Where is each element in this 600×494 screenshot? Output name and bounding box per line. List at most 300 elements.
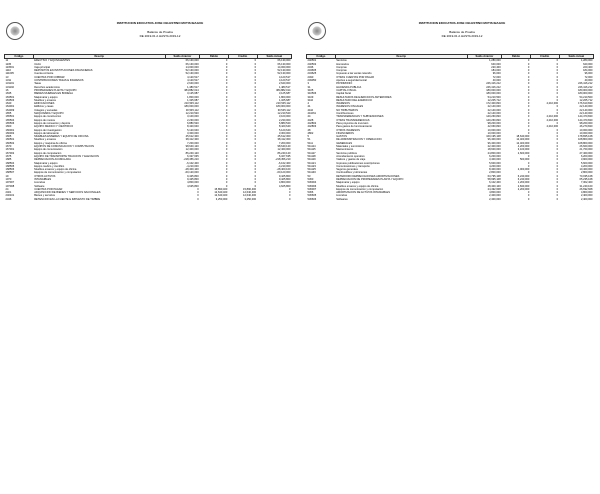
cell-description: NO TRIBUTARIOS — [336, 108, 358, 112]
cell-credit: 0 — [556, 75, 559, 79]
cell-code: 111005 — [5, 72, 14, 76]
cell-debit: 0 — [225, 105, 228, 109]
cell-prev-balance: 0 — [197, 197, 199, 201]
cell-prev-balance: 66,130,000 — [185, 59, 199, 63]
cell-debit: 0 — [527, 65, 530, 69]
cell-credit: 0 — [556, 121, 559, 125]
cell-prev-balance: -60,120,000 — [184, 171, 199, 175]
cell-credit: 0 — [254, 118, 257, 122]
cell-prev-balance: 54,210,500 — [487, 95, 501, 99]
cell-debit: 0 — [527, 171, 530, 175]
cell-credit: 0 — [556, 65, 559, 69]
cell-current-balance: 180,000,000 — [276, 105, 291, 109]
cell-description: DEPRECIACION DE PROPIEDADES PLANTA Y EQUIPO — [336, 177, 404, 181]
cell-description: OTROS INGRESOS — [336, 128, 360, 132]
cell-current-balance: 12,400,000 — [277, 148, 291, 152]
cell-prev-balance: 4,120,517 — [187, 75, 199, 79]
cell-description: Mantenimiento — [336, 148, 354, 152]
cell-code: 1311 — [5, 79, 12, 83]
report-period: DE 2019-01 A HASTA 2019-12 — [441, 34, 483, 38]
cell-current-balance: 86,240,120 — [277, 151, 291, 155]
cell-prev-balance: 0 — [197, 187, 199, 191]
cell-current-balance: 4,800,000 — [580, 191, 593, 195]
balance-table-right — [306, 54, 594, 201]
cell-description: Equipo de recreacion y deporte — [34, 121, 71, 125]
cell-code: 163501 — [5, 95, 15, 99]
cell-current-balance: 640,000 — [583, 62, 593, 66]
cell-description: Caja principal — [34, 65, 50, 69]
cell-description: Maquinaria y equipo — [34, 161, 58, 165]
cell-current-balance: 144,470,820 — [578, 118, 593, 122]
cell-credit: 0 — [556, 194, 559, 198]
cell-credit: 0 — [556, 171, 559, 175]
cell-prev-balance: 210,545,112 — [184, 102, 199, 106]
cell-prev-balance: 184,000 — [491, 69, 501, 73]
cell-description: Muebles enseres y equipo de oficina — [34, 168, 77, 172]
cell-prev-balance: 42,060,820 — [487, 125, 501, 129]
cell-current-balance: -6,102,400 — [278, 161, 291, 165]
cell-debit: 15,890,400 — [214, 187, 228, 191]
cell-description: Softwares — [336, 197, 348, 201]
cell-prev-balance: 2,400,000 — [489, 197, 501, 201]
cell-debit: 0 — [527, 102, 530, 106]
cell-credit: 0 — [254, 145, 257, 149]
cell-credit: 4,210,000 — [546, 115, 559, 119]
cell-debit: 0 — [225, 75, 228, 79]
cell-code: 164009 — [5, 108, 15, 112]
cell-description: Equipo de musica — [34, 118, 55, 122]
cell-code: 511121 — [307, 161, 316, 165]
cell-credit: 0 — [556, 141, 559, 145]
cell-description: Para proyectos de inversion — [336, 121, 369, 125]
cell-description: Tasas — [34, 82, 41, 86]
cell-description: TRANSFERENCIAS Y SUBVENCIONES — [336, 115, 384, 119]
cell-current-balance: 2,800,000 — [580, 171, 593, 175]
cell-code: 411061 — [307, 112, 316, 116]
cell-prev-balance: 22,400,000 — [487, 145, 501, 149]
cell-code: 168506 — [5, 168, 15, 172]
cell-current-balance: 210,545,112 — [276, 102, 291, 106]
cell-description: Compras — [336, 65, 347, 69]
cell-current-balance: 246,416,212 — [578, 85, 593, 89]
cell-credit: 0 — [254, 59, 257, 63]
cell-code: 1970 — [5, 177, 12, 181]
cell-description: Capital fiscal — [336, 92, 351, 96]
cell-debit: 0 — [225, 121, 228, 125]
cell-debit: 0 — [225, 72, 228, 76]
cell-code: 1655 — [5, 112, 12, 116]
cell-credit: 0 — [556, 85, 559, 89]
cell-prev-balance: 72,000 — [492, 75, 501, 79]
cell-prev-balance: 640,000 — [491, 62, 501, 66]
cell-description: Equipo de investigacion — [34, 128, 62, 132]
cell-prev-balance: 40,000 — [492, 79, 501, 83]
cell-code: 44 — [307, 115, 311, 119]
cell-code: 2401 — [5, 191, 12, 195]
cell-current-balance: 3,125,687 — [278, 92, 291, 96]
cell-current-balance: 2,400,000 — [580, 197, 593, 201]
cell-debit: 4,200,000 — [517, 145, 530, 149]
cell-description: Servicios — [336, 59, 347, 63]
cell-current-balance: 0 — [289, 191, 291, 195]
cell-description: ADQUISICION DE BIENES Y SERVICIOS NACIONALES — [34, 191, 101, 195]
cell-code: 511125 — [307, 168, 316, 172]
cell-code: 4428 — [307, 118, 314, 122]
cell-prev-balance: 220,400 — [491, 65, 501, 69]
cell-current-balance: 26,692,608 — [579, 187, 593, 191]
cell-credit: 0 — [556, 158, 559, 162]
cell-description: HACIENDA PUBLICA — [336, 85, 362, 89]
cell-debit: 0 — [527, 59, 530, 63]
cell-description: CAJA — [34, 62, 41, 66]
cell-description: Viaticos y gastos de viaje — [336, 158, 366, 162]
cell-debit: 0 — [225, 171, 228, 175]
cell-debit: 0 — [225, 88, 228, 92]
cell-code: 240101 — [5, 194, 15, 198]
cell-code: 197007 — [5, 181, 15, 185]
cell-prev-balance: 3,125,687 — [187, 92, 199, 96]
cell-prev-balance: 86,240,120 — [185, 151, 199, 155]
cell-prev-balance: 0 — [197, 194, 199, 198]
school-logo-seal — [6, 22, 24, 40]
school-logo-seal — [308, 22, 326, 40]
cell-description: Honorarios — [336, 62, 349, 66]
cell-prev-balance: 22,140,000 — [487, 105, 501, 109]
cell-credit: 0 — [254, 102, 257, 106]
cell-code: 41 — [307, 105, 311, 109]
cell-debit: 0 — [527, 75, 530, 79]
cell-description: Maquinaria y equipo — [34, 95, 58, 99]
cell-prev-balance: 8,400,000 — [489, 168, 501, 172]
cell-description: BIENES MUEBLES EN BODEGA — [34, 92, 73, 96]
cell-prev-balance: 45,612,300 — [185, 135, 199, 139]
cell-credit: 0 — [556, 161, 559, 165]
cell-credit: 0 — [254, 141, 257, 145]
report-period: DE 2019-01 A HASTA 2019-12 — [139, 34, 181, 38]
cell-description: Equipo de construccion — [34, 115, 62, 119]
cell-description: RETENCION EN LA FUENTE E IMPUESTO DE TIMBRE — [34, 197, 101, 201]
cell-credit: 0 — [556, 177, 559, 181]
cell-debit: 0 — [527, 191, 530, 195]
cell-credit: 0 — [254, 95, 257, 99]
cell-description: DE ADMINISTRACION Y OPERACION — [336, 138, 382, 142]
cell-current-balance: 7,200,000 — [278, 141, 291, 145]
cell-description: Equipo de comunicacion — [34, 148, 63, 152]
cell-credit: 0 — [254, 108, 257, 112]
cell-credit: 0 — [556, 69, 559, 73]
cell-current-balance: 2,640,000 — [278, 82, 291, 86]
cell-debit: 0 — [225, 112, 228, 116]
cell-credit: 0 — [254, 125, 257, 129]
cell-credit: 0 — [556, 148, 559, 152]
cell-prev-balance: 6,880,520 — [187, 121, 199, 125]
cell-current-balance: -60,120,000 — [276, 171, 291, 175]
cell-current-balance: 0 — [289, 197, 291, 201]
cell-credit: 0 — [556, 145, 559, 149]
cell-credit: 0 — [254, 177, 257, 181]
cell-credit: 0 — [254, 121, 257, 125]
cell-credit: 0 — [254, 161, 257, 165]
cell-prev-balance: 12,400,000 — [185, 148, 199, 152]
table-row — [5, 198, 292, 201]
cell-description: OTRAS TRANSFERENCIAS — [336, 118, 370, 122]
cell-current-balance: 65,235,108 — [579, 177, 593, 181]
col-credit: Crédito — [530, 55, 559, 59]
cell-code: 167002 — [5, 151, 15, 155]
cell-current-balance: 27,400,000 — [579, 151, 593, 155]
cell-prev-balance: 52,130,000 — [185, 72, 199, 76]
cell-description: Licencias — [336, 194, 348, 198]
cell-code: 24 — [5, 187, 9, 191]
col-current-balance: Saldo Actual — [257, 55, 291, 59]
cell-prev-balance: 12,205,712 — [487, 98, 501, 102]
cell-code: 110501 — [5, 65, 14, 69]
cell-code: 1675 — [5, 154, 12, 158]
cell-credit: 3,250,000 — [244, 197, 257, 201]
cell-description: PATRIMONIO — [336, 82, 353, 86]
cell-description: PROPIEDADES PLANTA Y EQUIPO — [34, 88, 77, 92]
cell-description: Muebles y enseres — [34, 138, 56, 142]
cell-debit: 0 — [527, 164, 530, 168]
cell-credit: 0 — [254, 148, 257, 152]
cell-credit: 0 — [556, 131, 559, 135]
cell-prev-balance: 98,640,120 — [185, 145, 199, 149]
cell-code: 131102 — [5, 85, 14, 89]
cell-prev-balance: -6,102,400 — [186, 161, 199, 165]
cell-description: AMORTIZACION DE ACTIVOS INTANGIBLES — [336, 191, 390, 195]
cell-prev-balance: 12,210,520 — [185, 112, 199, 116]
cell-debit: 0 — [225, 141, 228, 145]
cell-description: INGRESOS — [336, 102, 350, 106]
cell-code: 3110 — [307, 98, 314, 102]
cell-description: Equipo de laboratorio — [34, 131, 59, 135]
cell-current-balance: 184,000 — [583, 69, 593, 73]
cell-code: 165501 — [5, 115, 15, 119]
cell-code: 1670 — [5, 145, 12, 149]
cell-current-balance: 7,302,400 — [580, 181, 593, 185]
cell-debit: 6,240,000 — [517, 177, 530, 181]
cell-debit: 0 — [527, 197, 530, 201]
cell-credit: 0 — [254, 79, 257, 83]
cell-debit: 2,200,000 — [517, 187, 530, 191]
cell-prev-balance: 3,400,000 — [489, 158, 501, 162]
cell-prev-balance: 96,400,000 — [487, 141, 501, 145]
cell-current-balance: 384,882,014 — [276, 88, 291, 92]
cell-prev-balance: 18,600,000 — [487, 148, 501, 152]
cell-current-balance: 40,000 — [584, 79, 593, 83]
cell-prev-balance: 6,200,000 — [489, 154, 501, 158]
cell-debit: 18,640,000 — [516, 135, 530, 139]
cell-prev-balance: 2,640,000 — [187, 82, 199, 86]
cell-prev-balance: 0 — [197, 191, 199, 195]
cell-code: 168504 — [5, 161, 15, 165]
cell-description: CUENTAS POR COBRAR — [34, 75, 65, 79]
cell-prev-balance: 2,400,000 — [489, 194, 501, 198]
cell-current-balance: 98,640,120 — [277, 145, 291, 149]
cell-current-balance: 12,205,712 — [579, 98, 593, 102]
cell-debit: 0 — [225, 168, 228, 172]
cell-current-balance: 98,200,000 — [579, 121, 593, 125]
cell-current-balance: 0 — [289, 187, 291, 191]
cell-current-balance: 14,000,000 — [277, 65, 291, 69]
cell-description: Edificios y casas — [34, 105, 54, 109]
col-description: Descrip — [335, 55, 467, 59]
cell-credit: 0 — [254, 154, 257, 158]
cell-current-balance: -4,210,000 — [278, 164, 291, 168]
cell-credit: 0 — [556, 151, 559, 155]
cell-description: Equipo y maquina de oficina — [34, 141, 67, 145]
cell-description: Equipos de comunicacion y computacion — [336, 187, 384, 191]
cell-debit: 0 — [527, 62, 530, 66]
cell-debit: 12,400,000 — [516, 138, 530, 142]
cell-current-balance: 52,130,000 — [277, 69, 291, 73]
cell-debit: 0 — [225, 138, 228, 142]
cell-description: CONTRIBUCIONES TASAS E INGRESOS — [34, 79, 84, 83]
cell-prev-balance: 4,200,000 — [489, 164, 501, 168]
cell-credit: 0 — [254, 82, 257, 86]
cell-credit: 0 — [556, 88, 559, 92]
cell-prev-balance: 5,120,640 — [187, 128, 199, 132]
cell-debit: 0 — [225, 69, 228, 73]
cell-credit: 0 — [556, 62, 559, 66]
cell-code: 511115 — [307, 148, 316, 152]
cell-current-balance: 1,280,000 — [580, 59, 593, 63]
cell-current-balance: 180,000,000 — [578, 88, 593, 92]
cell-code: 4 — [307, 102, 309, 106]
cell-prev-balance: 22,140,000 — [487, 108, 501, 112]
cell-description: INGRESOS FISCALES — [336, 105, 364, 109]
cell-credit: 0 — [254, 131, 257, 135]
cell-description: Equipo de computacion — [34, 151, 62, 155]
institution-name: INSTITUCION EDUCATIVA JOSE CELESTINO MUTIS IBAGUE — [116, 21, 204, 25]
cell-description: Seguros generales — [336, 168, 358, 172]
cell-debit: 2,000,000 — [517, 168, 530, 172]
cell-code: 1640 — [5, 102, 12, 106]
cell-prev-balance: 1,800,000 — [187, 95, 199, 99]
cell-debit: 0 — [225, 125, 228, 129]
cell-current-balance: 4,800,000 — [278, 181, 291, 185]
cell-credit: 0 — [254, 184, 257, 188]
cell-current-balance: 54,210,500 — [579, 95, 593, 99]
cell-current-balance: 66,130,000 — [277, 62, 291, 66]
cell-description: Bienes y servicios — [34, 194, 55, 198]
col-debit: Débito — [200, 55, 229, 59]
col-code: Código — [307, 55, 336, 59]
cell-credit: 0 — [254, 62, 257, 66]
cell-debit: 0 — [225, 62, 228, 66]
cell-prev-balance: 2,800,000 — [489, 171, 501, 175]
cell-code: 2490 — [307, 75, 314, 79]
cell-prev-balance: 1,480,517 — [187, 85, 199, 89]
cell-debit: 0 — [225, 128, 228, 132]
cell-current-balance: -28,400,100 — [276, 168, 291, 172]
cell-debit: 0 — [225, 102, 228, 106]
cell-code: 5360 — [307, 177, 314, 181]
cell-code: 536004 — [307, 181, 317, 185]
cell-credit: 0 — [254, 75, 257, 79]
cell-credit: 4,210,000 — [546, 102, 559, 106]
cell-credit: 0 — [556, 108, 559, 112]
cell-description: OTROS ACTIVOS — [34, 174, 56, 178]
cell-current-balance: 144,470,820 — [578, 115, 593, 119]
cell-credit: 0 — [556, 59, 559, 63]
cell-description: RESULTADO DEL EJERCICIO — [336, 98, 372, 102]
cell-debit: 3,250,000 — [215, 197, 228, 201]
cell-current-balance: 26,600,000 — [579, 145, 593, 149]
cell-code: 310506 — [307, 92, 317, 96]
cell-current-balance: 46,270,820 — [579, 125, 593, 129]
cell-credit: 0 — [556, 82, 559, 86]
cell-code: 511123 — [307, 164, 316, 168]
cell-current-balance: 4,120,517 — [278, 75, 291, 79]
cell-prev-balance: 30,545,112 — [185, 108, 199, 112]
cell-debit: 0 — [527, 118, 530, 122]
cell-code: 511114 — [307, 145, 316, 149]
cell-credit: 0 — [556, 191, 559, 195]
cell-code: 53 — [307, 174, 311, 178]
cell-credit: 12,640,400 — [243, 191, 257, 195]
cell-debit: 0 — [527, 115, 530, 119]
cell-code: 5366 — [307, 191, 314, 195]
cell-debit: 0 — [527, 112, 530, 116]
cell-prev-balance: 246,416,212 — [486, 85, 501, 89]
cell-description: CUENTAS POR PAGAR — [34, 187, 63, 191]
cell-credit: 0 — [254, 181, 257, 185]
cell-code: 16 — [5, 88, 9, 92]
cell-description: Contribuciones — [336, 112, 354, 116]
cell-description: EDIFICACIONES — [34, 102, 55, 106]
cell-prev-balance: 10,000,000 — [487, 128, 501, 132]
cell-description: Combustibles y lubricantes — [336, 171, 368, 175]
cell-current-balance: 246,416,212 — [578, 82, 593, 86]
cell-code: 3 — [307, 82, 309, 86]
cell-credit: 0 — [254, 98, 257, 102]
cell-code: 243605 — [307, 69, 317, 73]
cell-current-balance: 0 — [289, 194, 291, 198]
cell-prev-balance: -28,400,100 — [184, 168, 199, 172]
cell-credit: 0 — [556, 135, 559, 139]
cell-prev-balance: 172,400,820 — [486, 102, 501, 106]
cell-code: 164001 — [5, 105, 15, 109]
cell-code: 4802 — [307, 131, 314, 135]
cell-current-balance: 1,325,687 — [278, 98, 291, 102]
cell-code: 511146 — [307, 171, 316, 175]
cell-debit: 0 — [225, 151, 228, 155]
cell-current-balance: 21,700,000 — [579, 148, 593, 152]
cell-code: 48 — [307, 128, 311, 132]
cell-prev-balance: 384,882,014 — [184, 88, 199, 92]
cell-credit: 12,640,400 — [243, 194, 257, 198]
cell-current-balance: 5,120,640 — [278, 128, 291, 132]
cell-description: Aportes a seguridad social — [336, 79, 367, 83]
balance-table-left — [4, 54, 292, 201]
col-credit: Crédito — [228, 55, 257, 59]
cell-description: CAPITAL FISCAL — [336, 88, 357, 92]
cell-debit: 3,100,000 — [517, 148, 530, 152]
cell-code: 536006 — [307, 184, 317, 188]
cell-code: 442803 — [307, 125, 317, 129]
cell-code: 166502 — [5, 141, 15, 145]
cell-current-balance: 96,000 — [584, 72, 593, 76]
cell-debit: 0 — [527, 194, 530, 198]
cell-prev-balance: 63,795,108 — [487, 174, 501, 178]
cell-code: 131101 — [5, 82, 14, 86]
cell-current-balance: 52,130,000 — [277, 72, 291, 76]
cell-description: Compras — [336, 69, 347, 73]
cell-code: 1685 — [5, 158, 12, 162]
cell-credit: 0 — [556, 164, 559, 168]
cell-debit: 2,600,000 — [517, 151, 530, 155]
